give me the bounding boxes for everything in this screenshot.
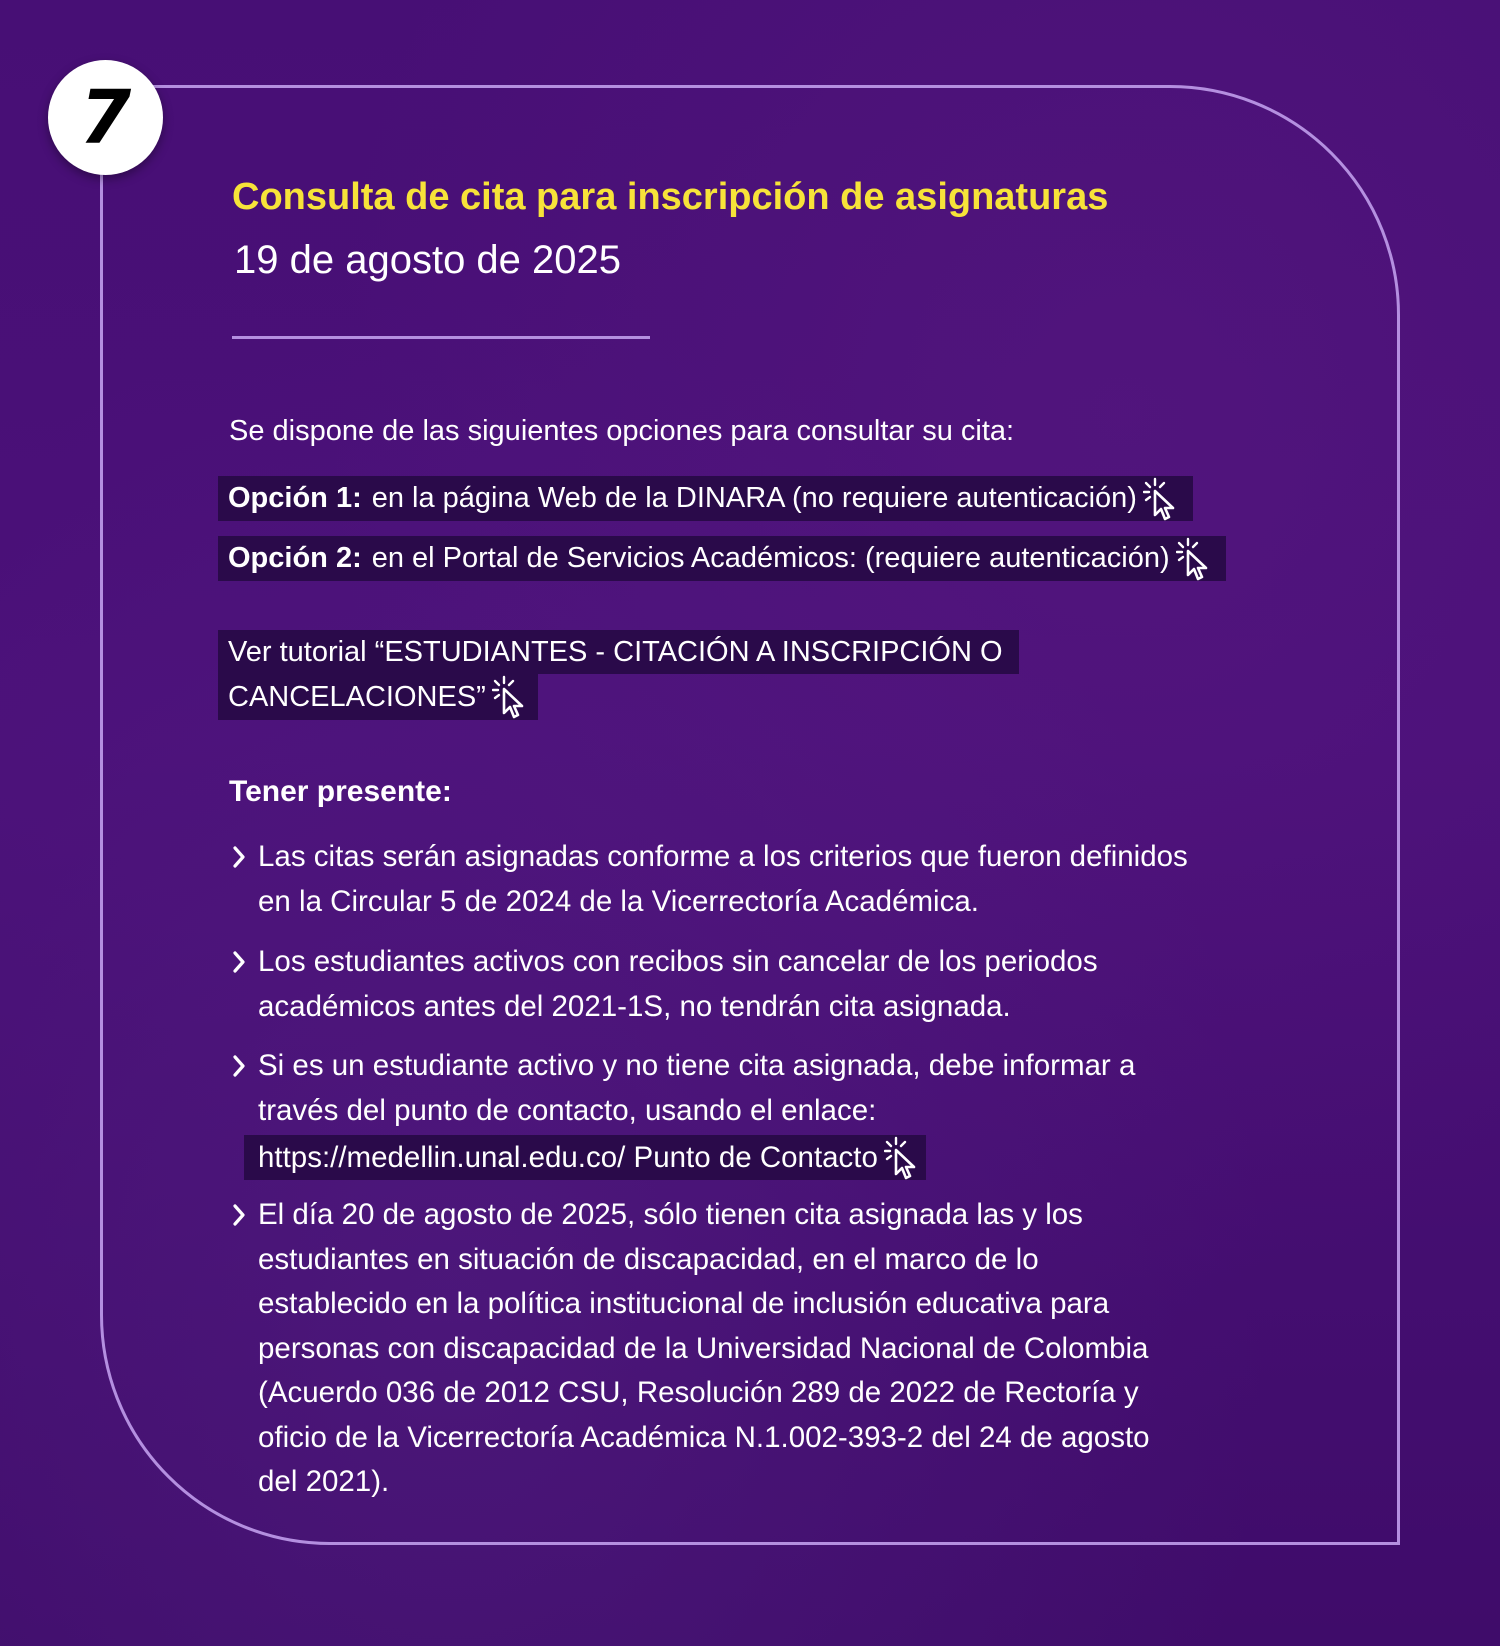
note-item: [230, 1044, 1290, 1133]
note-line: estudiantes en situación de discapacidad, en el marco de lo: [258, 1242, 1039, 1276]
note-line: Si es un estudiante activo y no tiene cita asignada, debe informar a: [258, 1049, 1136, 1082]
option-1-label: Opción 1:: [228, 482, 362, 514]
chevron-right-icon: [230, 1193, 250, 1237]
note-line: través del punto de contacto, usando el enlace:: [258, 1093, 877, 1127]
tutorial-link-line-2[interactable]: [218, 674, 538, 720]
contact-point-link[interactable]: [244, 1135, 926, 1180]
note-item: [230, 1193, 1290, 1505]
pointer-click-icon: [1143, 477, 1181, 521]
divider: [232, 336, 650, 339]
option-2-label: Opción 2:: [228, 542, 362, 574]
event-date: 19 de agosto de 2025: [234, 238, 622, 282]
note-line: Los estudiantes activos con recibos sin cancelar de los periodos: [258, 945, 1098, 978]
chevron-right-icon: [230, 940, 250, 984]
page-title: Consulta de cita para inscripción de asignaturas: [232, 176, 1109, 218]
note-line: establecido en la política institucional de inclusión educativa para: [258, 1287, 1110, 1320]
chevron-right-icon: [230, 1044, 250, 1088]
notes-heading: Tener presente:: [229, 775, 452, 808]
option-1-text: en la página Web de la DINARA (no requiere autenticación): [371, 482, 1137, 514]
note-item: [230, 835, 1290, 924]
tutorial-link-text: CANCELACIONES”: [228, 681, 486, 713]
pointer-click-icon: [884, 1136, 922, 1180]
contact-point-link-text: https://medellin.unal.edu.co/ Punto de Contacto: [258, 1141, 878, 1174]
option-2-link[interactable]: [218, 536, 1226, 581]
note-line: Las citas serán asignadas conforme a los criterios que fueron definidos: [258, 840, 1188, 873]
note-item: [230, 940, 1290, 1029]
option-1-link[interactable]: [218, 476, 1193, 521]
note-line: del 2021).: [258, 1465, 390, 1498]
note-line: El día 20 de agosto de 2025, sólo tienen cita asignada las y los: [258, 1198, 1083, 1231]
note-line: académicos antes del 2021-1S, no tendrán cita asignada.: [258, 989, 1011, 1023]
note-line: oficio de la Vicerrectoría Académica N.1.002-393-2 del 24 de agosto: [258, 1420, 1150, 1454]
note-line: (Acuerdo 036 de 2012 CSU, Resolución 289 de 2022 de Rectoría y: [258, 1376, 1139, 1409]
step-number: 7: [79, 74, 132, 161]
intro-text: Se dispone de las siguientes opciones para consultar su cita:: [229, 415, 1015, 447]
chevron-right-icon: [230, 835, 250, 879]
note-line: en la Circular 5 de 2024 de la Vicerrectoría Académica.: [258, 884, 979, 918]
pointer-click-icon: [492, 675, 530, 719]
pointer-click-icon: [1176, 537, 1214, 581]
tutorial-link-line-1[interactable]: Ver tutorial “ESTUDIANTES - CITACIÓN A INSCRIPCIÓN O: [218, 630, 1019, 674]
option-2-text: en el Portal de Servicios Académicos: (requiere autenticación): [371, 542, 1170, 574]
note-line: personas con discapacidad de la Universidad Nacional de Colombia: [258, 1331, 1149, 1365]
step-badge: [48, 60, 163, 175]
